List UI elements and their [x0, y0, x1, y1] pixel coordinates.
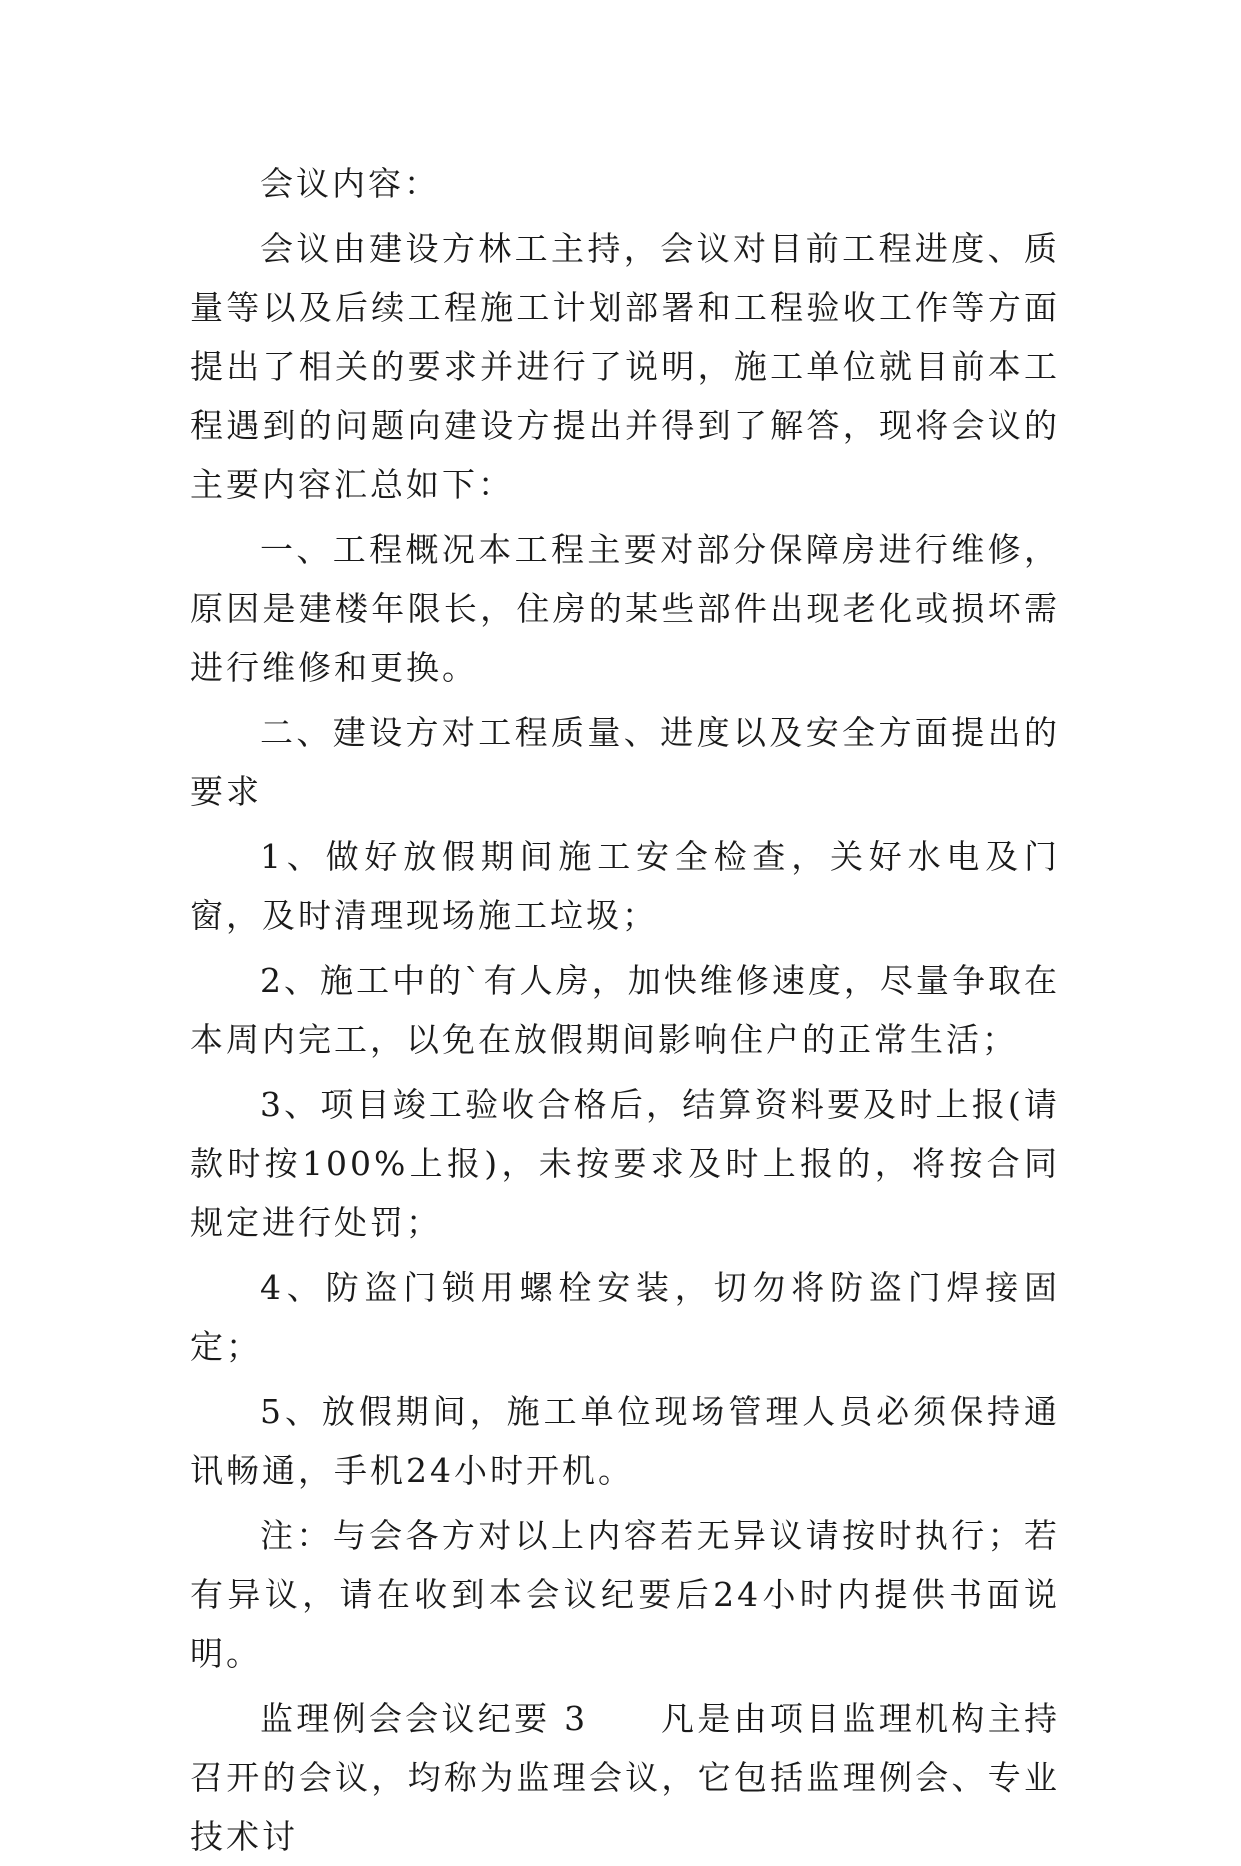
document-body [190, 154, 1060, 1866]
paragraph-requirements-heading: 二、建设方对工程质量、进度以及安全方面提出的要求 [190, 713, 1060, 811]
paragraph-item-2: 2、施工中的`有人房，加快维修速度，尽量争取在本周内完工，以免在放假期间影响住户的正常生活； [190, 961, 1060, 1059]
paragraph-item-4: 4、防盗门锁用螺栓安装，切勿将防盗门焊接固定； [190, 1268, 1060, 1366]
paragraph-note: 注：与会各方对以上内容若无异议请按时执行；若有异议，请在收到本会议纪要后24小时内提供书面说明。 [190, 1516, 1060, 1673]
paragraph-meeting-summary: 会议由建设方林工主持，会议对目前工程进度、质量等以及后续工程施工计划部署和工程验收工作等方面提出了相关的要求并进行了说明，施工单位就目前本工程遇到的问题向建设方提出并得到了解答，现将会议的主要内容汇总如下： [190, 229, 1060, 504]
paragraph-item-1: 1、做好放假期间施工安全检查，关好水电及门窗，及时清理现场施工垃圾； [190, 837, 1060, 935]
paragraph-meeting-content-heading: 会议内容： [260, 164, 440, 203]
paragraph-project-overview: 一、工程概况本工程主要对部分保障房进行维修，原因是建楼年限长，住房的某些部件出现老化或损坏需进行维修和更换。 [190, 530, 1060, 687]
paragraph-item-3: 3、项目竣工验收合格后，结算资料要及时上报(请款时按100%上报)，未按要求及时上报的，将按合同规定进行处罚； [190, 1085, 1060, 1242]
paragraph-item-5: 5、放假期间，施工单位现场管理人员必须保持通讯畅通，手机24小时开机。 [190, 1392, 1060, 1490]
paragraph-supervision-meeting: 监理例会会议纪要 3 凡是由项目监理机构主持召开的会议，均称为监理会议，它包括监理例会、专业技术讨 [190, 1699, 1060, 1856]
